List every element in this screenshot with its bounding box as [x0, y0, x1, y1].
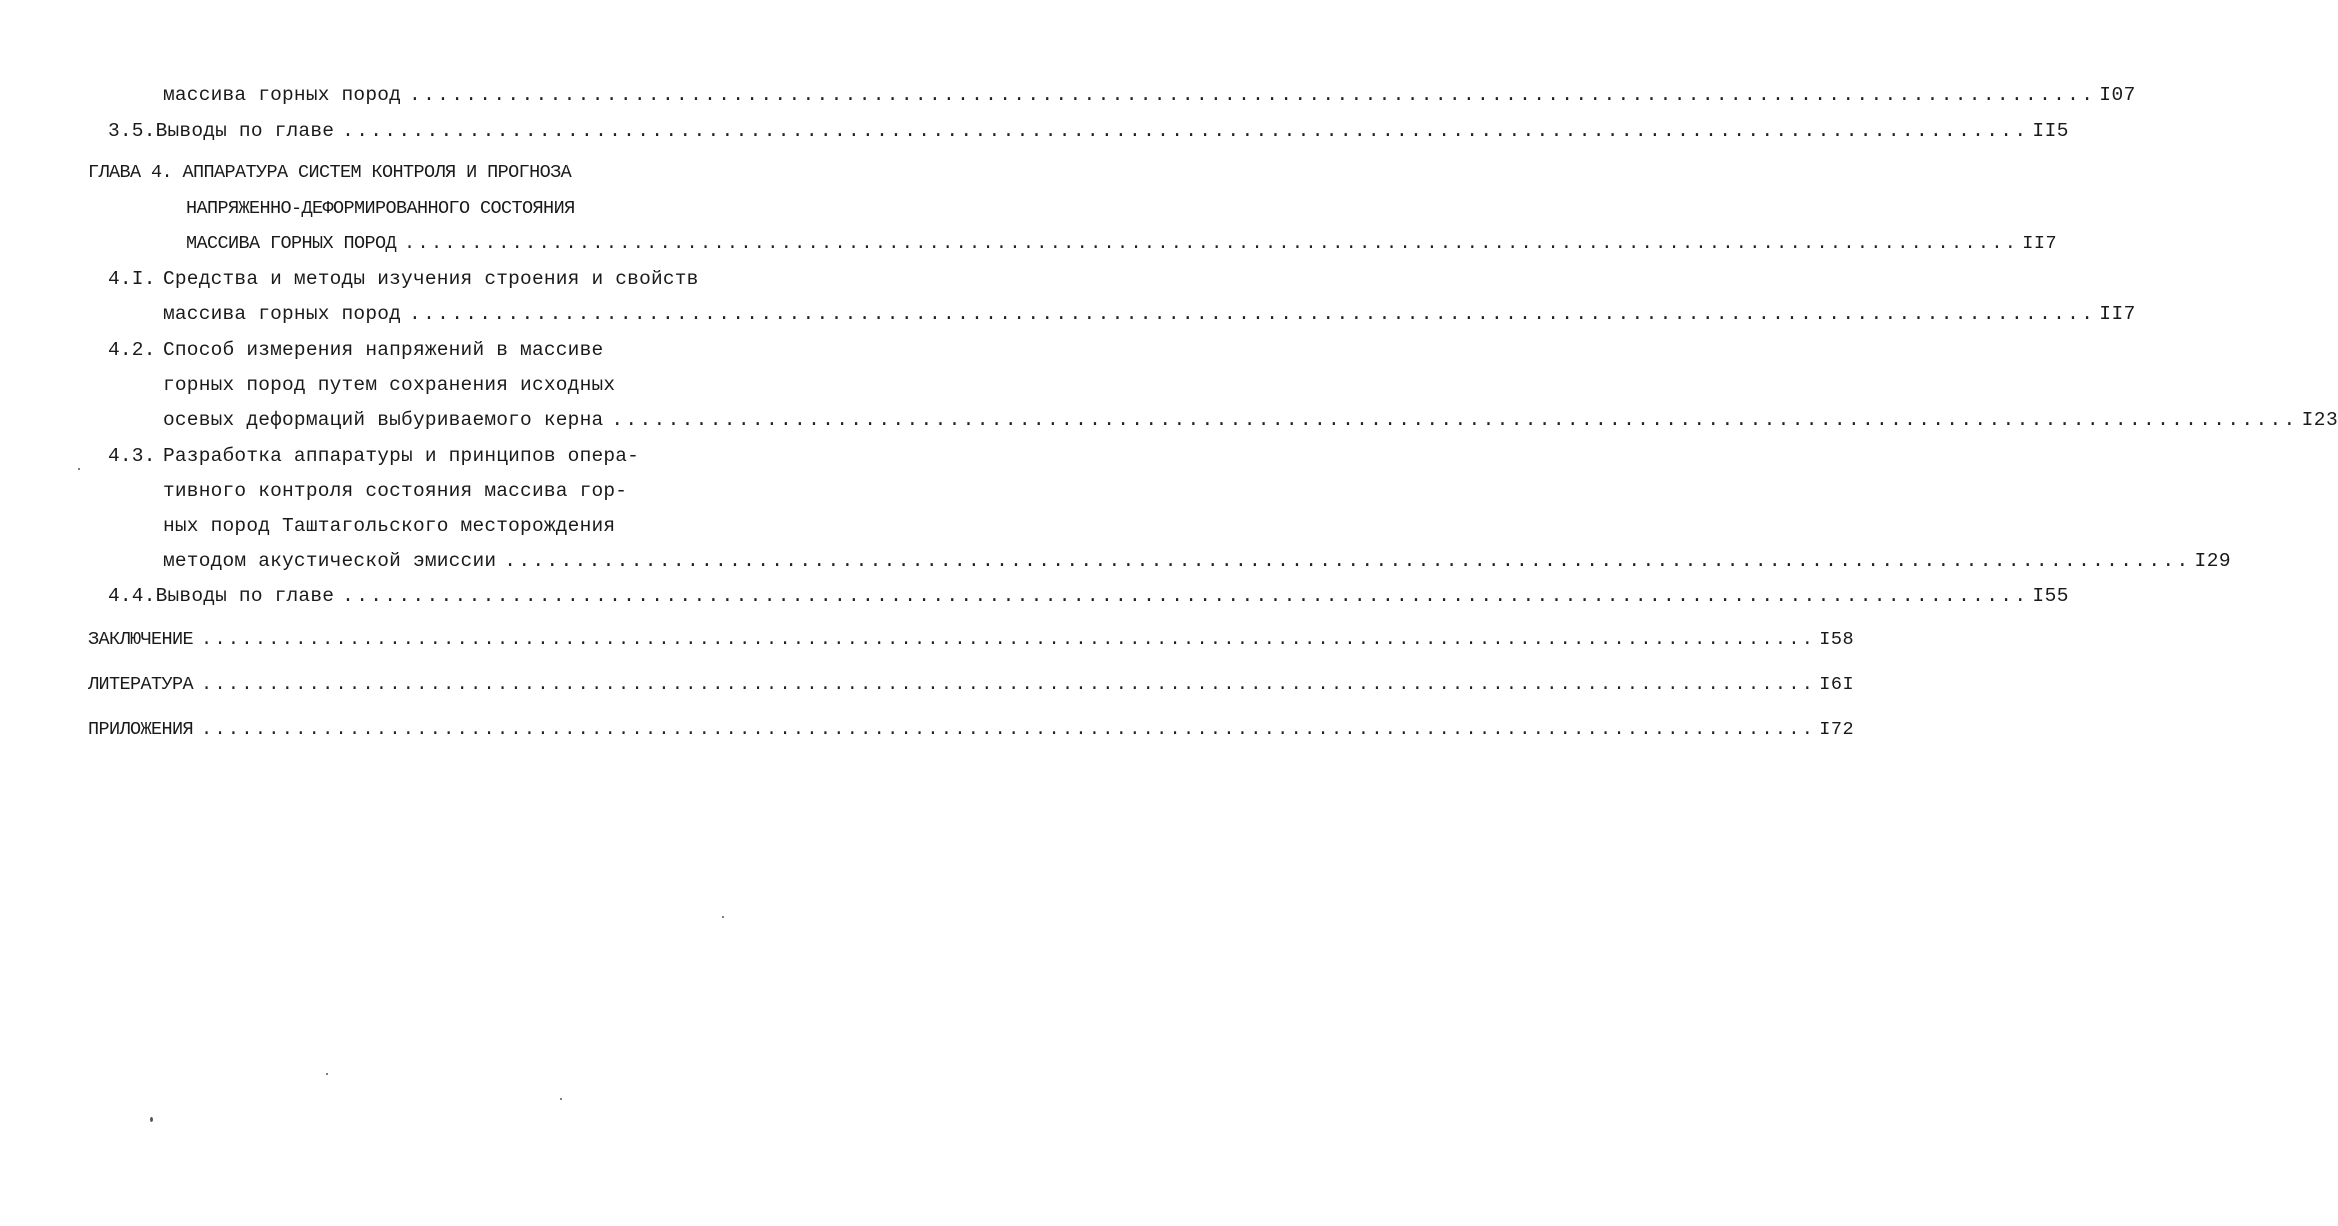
chapter-4-heading-line-2: НАПРЯЖЕННО-ДЕФОРМИРОВАННОГО СОСТОЯНИЯ [186, 198, 575, 219]
chapter-4-heading-line-1: ГЛАВА 4. АППАРАТУРА СИСТЕМ КОНТРОЛЯ И ПРОГНОЗА [88, 162, 572, 183]
toc-entry-appendix [88, 715, 1855, 745]
dot-leader: ........................................................................................................................ [342, 120, 2029, 142]
page-number: I58 [1819, 629, 1855, 650]
toc-entry-4-2-line-3: осевых деформаций выбуриваемого керна ........................................................................................................................ I23 [163, 405, 724, 435]
scan-speck [560, 1098, 562, 1100]
scan-speck [150, 1117, 153, 1122]
dot-leader: ........................................................................................................................ [201, 674, 1816, 695]
section-number: 4.I. [108, 268, 156, 290]
entry-title: ЛИТЕРАТУРА [88, 674, 194, 695]
toc-entry-4-1-line-1: 4.I. Средства и методы изучения строения и свойств [108, 264, 699, 294]
entry-title: Выводы по главе [155, 120, 335, 142]
toc-entry-4-3-line-1: 4.3. Разработка аппаратуры и принципов опера- [108, 441, 639, 471]
page-number: I55 [2032, 585, 2069, 607]
toc-entry-literature [88, 670, 1855, 700]
toc-entry-4-4 [108, 581, 2069, 611]
entry-title: ЗАКЛЮЧЕНИЕ [88, 629, 194, 650]
chapter-4-heading-line-3: МАССИВА ГОРНЫХ ПОРОД ........................................................................................................................ II7 [186, 229, 724, 259]
dot-leader: ........................................................................................................................ [404, 233, 2019, 254]
page-number: I29 [2194, 550, 2232, 572]
scan-speck [326, 1073, 328, 1075]
toc-entry-4-2-line-2: горных пород путем сохранения исходных [163, 374, 616, 396]
entry-title: массива горных пород [163, 84, 402, 106]
scan-speck [722, 916, 724, 918]
dot-leader: ........................................................................................................................ [611, 409, 2298, 431]
toc-entry-4-2-line-1: 4.2. Способ измерения напряжений в массиве [108, 335, 603, 365]
page-number: II5 [2032, 120, 2069, 142]
dot-leader: ........................................................................................................................ [201, 719, 1816, 740]
entry-title: ПРИЛОЖЕНИЯ [88, 719, 194, 740]
toc-entry-conclusion [88, 625, 1855, 655]
section-number: 4.4. [108, 585, 156, 607]
page-number: I6I [1819, 674, 1855, 695]
dot-leader: ........................................................................................................................ [409, 303, 2096, 325]
section-number: 3.5. [108, 120, 156, 142]
section-number: 4.2. [108, 339, 156, 361]
toc-entry-4-3-line-2: тивного контроля состояния массива гор- [163, 480, 628, 502]
page-number: I72 [1819, 719, 1855, 740]
page-number: I23 [2301, 409, 2338, 431]
dot-leader: ........................................................................................................................ [342, 585, 2029, 607]
page-number: II7 [2099, 303, 2136, 325]
toc-entry-3-4-cont [163, 80, 2136, 110]
scan-speck [78, 468, 80, 470]
page-number: II7 [2022, 233, 2058, 254]
entry-title: Выводы по главе [155, 585, 335, 607]
dot-leader: ........................................................................................................................ [409, 84, 2096, 106]
dot-leader: ........................................................................................................................ [504, 550, 2191, 572]
dot-leader: ........................................................................................................................ [201, 629, 1816, 650]
toc-entry-4-3-line-3: ных пород Таштагольского месторождения [163, 515, 616, 537]
toc-entry-4-3-line-4: методом акустической эмиссии ........................................................................................................................ I29 [163, 546, 724, 576]
section-number: 4.3. [108, 445, 156, 467]
toc-entry-4-1-line-2: массива горных пород ........................................................................................................................ II7 [163, 299, 724, 329]
toc-entry-3-5 [108, 116, 2069, 146]
page-number: I07 [2099, 84, 2136, 106]
